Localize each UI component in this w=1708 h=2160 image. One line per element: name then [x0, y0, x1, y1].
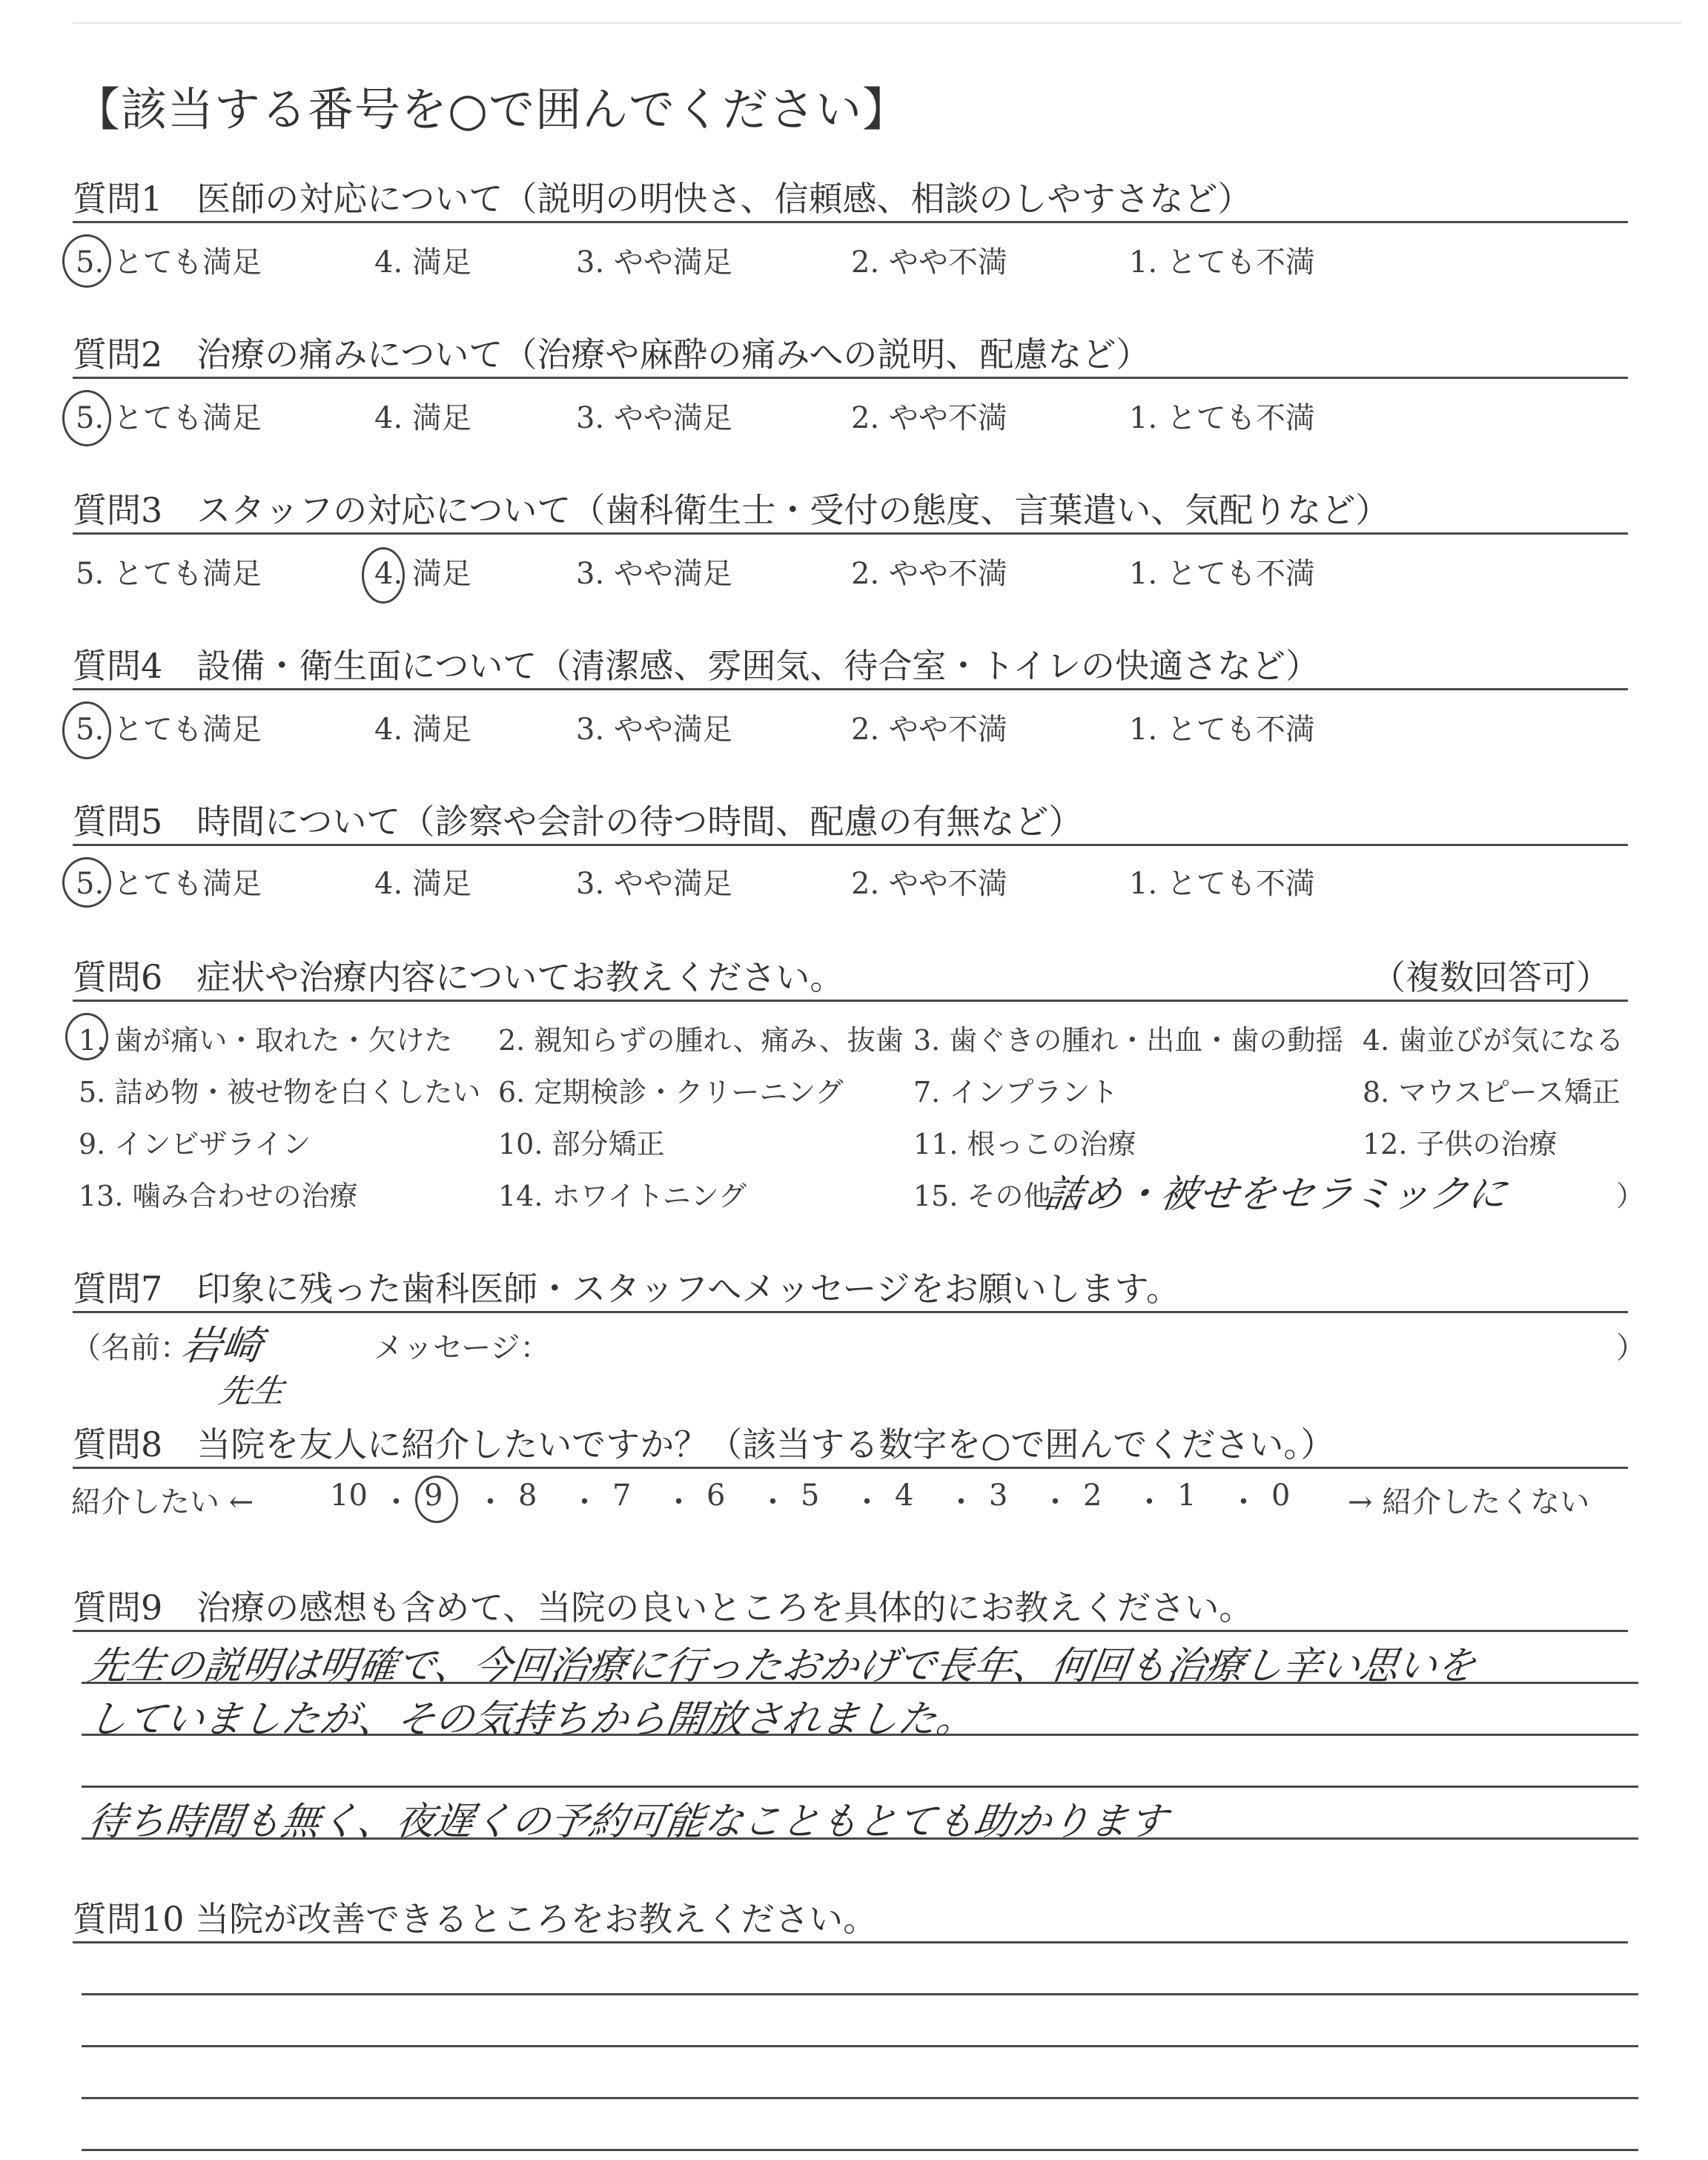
q8-number-10[interactable]: 10	[330, 1479, 368, 1513]
q6-item-6[interactable]: 6. 定期検診・クリーニング	[498, 1076, 844, 1109]
q8-left-label: 紹介したい ←	[71, 1485, 254, 1519]
q2-option-3[interactable]: 3. やや満足	[576, 401, 732, 435]
question-2-rule	[73, 377, 1628, 379]
q8-right-label: → 紹介したくない	[1348, 1485, 1590, 1519]
q8-number-0[interactable]: 0	[1271, 1479, 1291, 1513]
question-6-rule	[73, 1000, 1628, 1002]
question-1-title: 質問1 医師の対応について（説明の明快さ、信頼感、相談のしやすさなど）	[73, 179, 1252, 219]
q6-item-12[interactable]: 12. 子供の治療	[1363, 1128, 1558, 1160]
question-5-rule	[73, 844, 1628, 846]
q7-message-label: メッセージ：	[374, 1331, 550, 1365]
question-4-title: 質問4 設備・衛生面について（清潔感、雰囲気、待合室・トイレの快適さなど）	[73, 646, 1320, 686]
q8-separator-dot: ・	[381, 1485, 411, 1519]
q6-item-15[interactable]: 15. その他（	[913, 1180, 1080, 1212]
question-6-title: 質問6 症状や治療内容についてお教えください。	[73, 957, 844, 997]
q9-answer-text-4: 待ち時間も無く、夜遅くの予約可能なこともとても助かります	[85, 1800, 1171, 1844]
q3-option-1[interactable]: 1. とても不満	[1129, 557, 1315, 591]
q4-option-2[interactable]: 2. やや不満	[851, 713, 1007, 747]
q8-number-3[interactable]: 3	[989, 1479, 1008, 1513]
q4-option-4[interactable]: 4. 満足	[374, 713, 471, 747]
q9-answer-text-2: していましたが、その気持ちから開放されました。	[85, 1697, 979, 1742]
q8-number-4[interactable]: 4	[895, 1479, 914, 1513]
q8-number-5[interactable]: 5	[801, 1479, 820, 1513]
question-3-title: 質問3 スタッフの対応について（歯科衛生士・受付の態度、言葉遣い、気配りなど）	[73, 490, 1390, 530]
q7-close-paren: ）	[1616, 1331, 1646, 1365]
q8-separator-dot: ・	[852, 1485, 882, 1519]
q4-option-3[interactable]: 3. やや満足	[576, 713, 732, 747]
question-7-rule	[73, 1311, 1628, 1313]
q10-answer-line-3	[82, 2097, 1638, 2099]
q8-separator-dot: ・	[1228, 1485, 1259, 1519]
q9-answer-text-1: 先生の説明は明確で、今回治療に行ったおかげで長年、何回も治療し辛い思いを	[85, 1644, 1479, 1688]
q6-item-8[interactable]: 8. マウスピース矯正	[1363, 1076, 1621, 1109]
q8-number-1[interactable]: 1	[1177, 1479, 1196, 1513]
q1-option-3[interactable]: 3. やや満足	[576, 245, 732, 280]
q8-number-9[interactable]: 9	[424, 1479, 443, 1513]
q8-number-6[interactable]: 6	[706, 1479, 726, 1513]
q8-separator-dot: ・	[663, 1485, 694, 1519]
q3-option-5[interactable]: 5. とても満足	[76, 557, 262, 591]
q6-item-5[interactable]: 5. 詰め物・被せ物を白くしたい	[79, 1076, 481, 1109]
q6-item-10[interactable]: 10. 部分矯正	[498, 1128, 665, 1160]
q2-option-4[interactable]: 4. 満足	[374, 401, 471, 435]
question-1-rule	[73, 221, 1628, 223]
q2-option-5[interactable]: 5. とても満足	[76, 401, 262, 435]
q6-item-2[interactable]: 2. 親知らずの腫れ、痛み、抜歯	[498, 1024, 904, 1057]
q8-separator-dot: ・	[758, 1485, 788, 1519]
q3-option-2[interactable]: 2. やや不満	[851, 557, 1007, 591]
q7-name-handwritten: 岩崎	[179, 1322, 265, 1369]
q1-option-1[interactable]: 1. とても不満	[1129, 245, 1315, 280]
q1-option-2[interactable]: 2. やや不満	[851, 245, 1007, 280]
q6-close-paren: ）	[1616, 1180, 1645, 1212]
q6-item-11[interactable]: 11. 根っこの治療	[913, 1128, 1136, 1160]
q8-separator-dot: ・	[1040, 1485, 1070, 1519]
q6-other-handwritten: 詰め・被せをセラミックに	[1042, 1172, 1510, 1217]
question-7-title: 質問7 印象に残った歯科医師・スタッフへメッセージをお願いします。	[73, 1269, 1180, 1309]
question-5-title: 質問5 時間について（診察や会計の待つ時間、配慮の有無など）	[73, 802, 1083, 842]
q3-option-4[interactable]: 4. 満足	[374, 557, 471, 591]
q5-option-5[interactable]: 5. とても満足	[76, 867, 262, 901]
q4-option-5[interactable]: 5. とても満足	[76, 713, 262, 747]
question-9-rule	[73, 1630, 1628, 1632]
page-top-edge	[73, 22, 1681, 24]
q6-item-3[interactable]: 3. 歯ぐきの腫れ・出血・歯の動揺	[913, 1024, 1344, 1057]
q6-item-7[interactable]: 7. インプラント	[913, 1076, 1119, 1109]
q6-item-13[interactable]: 13. 噛み合わせの治療	[79, 1180, 358, 1212]
q7-name-label: （名前：	[71, 1331, 190, 1365]
answer-circle-q8	[415, 1476, 458, 1523]
question-10-title: 質問10 当院が改善できるところをお教えください。	[73, 1899, 878, 1939]
q6-item-1[interactable]: 1. 歯が痛い・取れた・欠けた	[79, 1024, 453, 1057]
q1-option-4[interactable]: 4. 満足	[374, 245, 471, 280]
q4-option-1[interactable]: 1. とても不満	[1129, 713, 1315, 747]
q1-option-5[interactable]: 5. とても満足	[76, 245, 262, 280]
question-8-title: 質問8 当院を友人に紹介したいですか？（該当する数字を○で囲んでください。）	[73, 1424, 1335, 1464]
q8-number-8[interactable]: 8	[518, 1479, 537, 1513]
question-10-rule	[73, 1941, 1628, 1943]
q8-separator-dot: ・	[569, 1485, 600, 1519]
q8-separator-dot: ・	[475, 1485, 506, 1519]
q10-answer-line-2	[82, 2045, 1638, 2047]
q8-separator-dot: ・	[1134, 1485, 1165, 1519]
question-9-title: 質問9 治療の感想も含めて、当院の良いところを具体的にお教えください。	[73, 1588, 1254, 1628]
q6-item-9[interactable]: 9. インビザライン	[79, 1128, 311, 1160]
q7-name-handwritten-2: 先生	[216, 1373, 287, 1410]
q8-number-7[interactable]: 7	[612, 1479, 632, 1513]
q5-option-4[interactable]: 4. 満足	[374, 867, 471, 901]
q2-option-1[interactable]: 1. とても不満	[1129, 401, 1315, 435]
q5-option-1[interactable]: 1. とても不満	[1129, 867, 1315, 901]
question-2-title: 質問2 治療の痛みについて（治療や麻酔の痛みへの説明、配慮など）	[73, 334, 1151, 374]
question-3-rule	[73, 532, 1628, 535]
q6-item-4[interactable]: 4. 歯並びが気になる	[1363, 1024, 1624, 1057]
question-8-rule	[73, 1467, 1628, 1469]
q9-answer-line-3	[82, 1786, 1638, 1788]
q10-answer-line-1	[82, 1993, 1638, 1995]
page-title: 【該当する番号を○で囲んでください】	[74, 82, 910, 136]
q5-option-3[interactable]: 3. やや満足	[576, 867, 732, 901]
q8-number-2[interactable]: 2	[1083, 1479, 1102, 1513]
question-4-rule	[73, 688, 1628, 690]
question-6-note: （複数回答可）	[1371, 957, 1610, 997]
q10-answer-line-4	[82, 2149, 1638, 2151]
q8-separator-dot: ・	[946, 1485, 976, 1519]
q2-option-2[interactable]: 2. やや不満	[851, 401, 1007, 435]
q3-option-3[interactable]: 3. やや満足	[576, 557, 732, 591]
q6-item-14[interactable]: 14. ホワイトニング	[498, 1180, 747, 1212]
q5-option-2[interactable]: 2. やや不満	[851, 867, 1007, 901]
